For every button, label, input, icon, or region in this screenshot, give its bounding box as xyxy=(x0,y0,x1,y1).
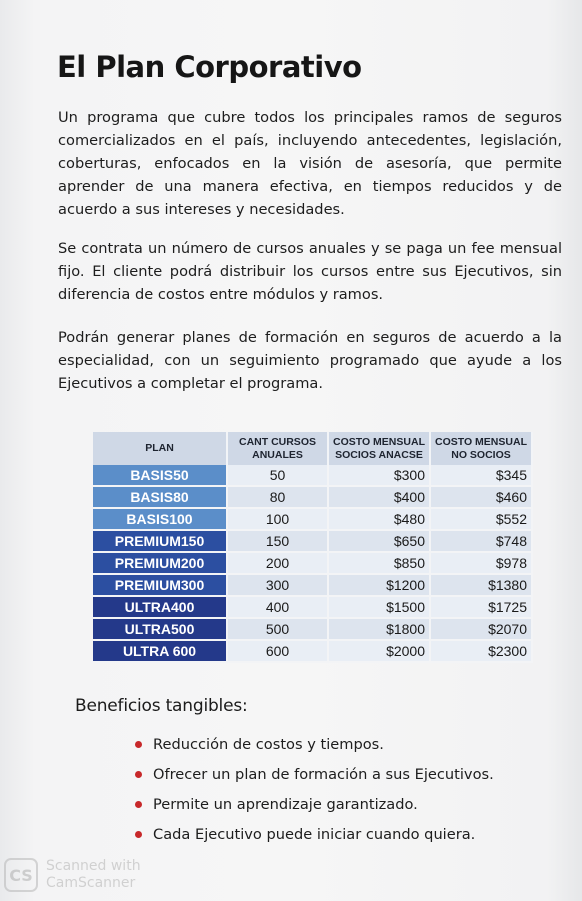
benefits-heading: Beneficios tangibles: xyxy=(75,696,248,716)
benefits-list xyxy=(135,729,494,849)
bullet-icon xyxy=(135,771,142,778)
header-cursos: CANT CURSOS ANUALES xyxy=(227,432,328,465)
no-socios-cost-cell: $748 xyxy=(430,530,532,552)
socios-cost-cell: $650 xyxy=(328,530,430,552)
plan-cell: PREMIUM200 xyxy=(93,552,227,574)
table-body xyxy=(93,465,532,662)
camscanner-watermark xyxy=(4,858,141,892)
plan-cell: ULTRA400 xyxy=(93,596,227,618)
benefit-text: Permite un aprendizaje garantizado. xyxy=(153,795,418,813)
watermark-line-1: Scanned with xyxy=(46,858,141,874)
header-no-socios: COSTO MENSUAL NO SOCIOS xyxy=(430,432,532,465)
no-socios-cost-cell: $1725 xyxy=(430,596,532,618)
table-row xyxy=(93,552,532,574)
no-socios-cost-cell: $978 xyxy=(430,552,532,574)
socios-cost-cell: $1200 xyxy=(328,574,430,596)
socios-cost-cell: $850 xyxy=(328,552,430,574)
watermark-line-2: CamScanner xyxy=(46,875,136,891)
cursos-cell: 300 xyxy=(227,574,328,596)
bullet-icon xyxy=(135,831,142,838)
table-row xyxy=(93,486,532,508)
bullet-icon xyxy=(135,741,142,748)
no-socios-cost-cell: $552 xyxy=(430,508,532,530)
bullet-icon xyxy=(135,801,142,808)
benefit-text: Cada Ejecutivo puede iniciar cuando quiera. xyxy=(153,825,476,843)
no-socios-cost-cell: $345 xyxy=(430,465,532,486)
header-plan: PLAN xyxy=(93,432,227,465)
table-row xyxy=(93,465,532,486)
table-row xyxy=(93,530,532,552)
socios-cost-cell: $1800 xyxy=(328,618,430,640)
header-socios: COSTO MENSUAL SOCIOS ANACSE xyxy=(328,432,430,465)
intro-paragraph: Un programa que cubre todos los principales ramos de seguros comercializados en el país, incluyendo antecedentes, legislación, coberturas, enfocados en la visión de asesoría, que permite aprender de una manera efectiva, en tiempos reducidos y de acuerdo a sus intereses y necesidades. xyxy=(58,109,562,218)
plan-cell: PREMIUM300 xyxy=(93,574,227,596)
cursos-cell: 150 xyxy=(227,530,328,552)
training-paragraph: Podrán generar planes de formación en seguros de acuerdo a la especialidad, con un seguimiento programado que ayude a los Ejecutivos a completar el programa. xyxy=(58,329,562,392)
socios-cost-cell: $2000 xyxy=(328,640,430,662)
cursos-cell: 200 xyxy=(227,552,328,574)
no-socios-cost-cell: $1380 xyxy=(430,574,532,596)
benefit-text: Reducción de costos y tiempos. xyxy=(153,735,384,753)
no-socios-cost-cell: $2300 xyxy=(430,640,532,662)
table-row xyxy=(93,574,532,596)
socios-cost-cell: $400 xyxy=(328,486,430,508)
socios-cost-cell: $1500 xyxy=(328,596,430,618)
benefit-text: Ofrecer un plan de formación a sus Ejecutivos. xyxy=(153,765,494,783)
no-socios-cost-cell: $460 xyxy=(430,486,532,508)
plan-cell: ULTRA500 xyxy=(93,618,227,640)
cursos-cell: 600 xyxy=(227,640,328,662)
plans-table xyxy=(93,432,533,663)
list-item xyxy=(135,759,494,789)
cursos-cell: 500 xyxy=(227,618,328,640)
cursos-cell: 100 xyxy=(227,508,328,530)
no-socios-cost-cell: $2070 xyxy=(430,618,532,640)
table-row xyxy=(93,618,532,640)
list-item xyxy=(135,789,494,819)
table-header-row xyxy=(93,432,532,465)
list-item xyxy=(135,819,494,849)
page-title: El Plan Corporativo xyxy=(57,50,362,84)
table-row xyxy=(93,596,532,618)
plan-cell: BASIS100 xyxy=(93,508,227,530)
plan-cell: BASIS80 xyxy=(93,486,227,508)
socios-cost-cell: $300 xyxy=(328,465,430,486)
camscanner-logo-icon: CS xyxy=(4,858,38,892)
cursos-cell: 80 xyxy=(227,486,328,508)
plan-cell: BASIS50 xyxy=(93,465,227,486)
table-row xyxy=(93,508,532,530)
cursos-cell: 400 xyxy=(227,596,328,618)
list-item xyxy=(135,729,494,759)
table-row xyxy=(93,640,532,662)
plan-cell: ULTRA 600 xyxy=(93,640,227,662)
socios-cost-cell: $480 xyxy=(328,508,430,530)
cursos-cell: 50 xyxy=(227,465,328,486)
contract-paragraph: Se contrata un número de cursos anuales y se paga un fee mensual fijo. El cliente podrá distribuir los cursos entre sus Ejecutivos, sin diferencia de costos entre módulos y ramos. xyxy=(58,240,562,303)
plan-cell: PREMIUM150 xyxy=(93,530,227,552)
